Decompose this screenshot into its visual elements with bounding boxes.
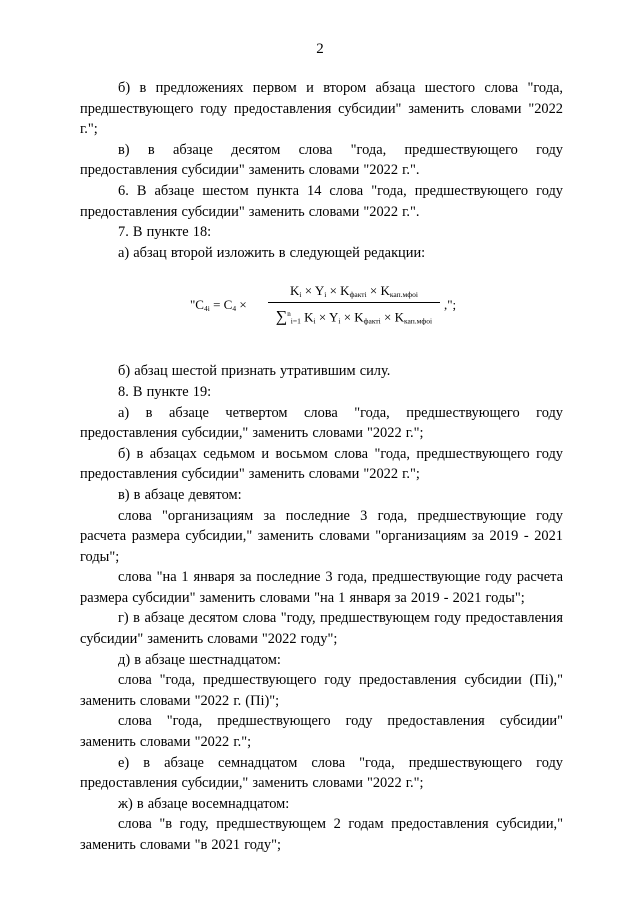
formula-subscript: i=1 xyxy=(290,316,301,326)
formula-text: × K xyxy=(380,309,405,325)
fraction-bar xyxy=(268,302,440,303)
formula-denominator xyxy=(268,304,440,324)
formula-text: "С xyxy=(190,297,204,313)
formula-subscript: кап.мфоi xyxy=(404,316,433,326)
formula-fraction xyxy=(268,281,440,324)
formula-subscript: i xyxy=(299,290,302,300)
paragraph: б) в предложениях первом и втором абзаца шестого слова "года, предшествующего году предоставления субсидии" заменить словами "2022 г."; xyxy=(80,80,563,138)
formula-text: K xyxy=(290,283,300,299)
formula-text: × K xyxy=(340,309,364,325)
paragraph: в) в абзаце десятом слова "года, предшествующего году предоставления субсидии" заменить словами "2022 г.". xyxy=(80,141,563,179)
paragraph: д) в абзаце шестнадцатом: xyxy=(118,651,281,668)
formula-text: × K xyxy=(366,283,390,299)
formula-text: × Y xyxy=(301,283,325,299)
formula-text: = С xyxy=(209,297,233,313)
sum-symbol: ∑ xyxy=(275,308,288,326)
paragraph: слова "на 1 января за последние 3 года, предшествующие году расчета размера субсидии" заменить словами "на 1 января за 2019 - 2021 годы"; xyxy=(80,569,563,606)
paragraph: 6. В абзаце шестом пункта 14 слова "года, предшествующего году предоставления субсидии" заменить словами "2022 г.". xyxy=(80,182,563,220)
paragraph: а) в абзаце четвертом слова "года, предшествующего году предоставления субсидии," заменить словами "2022 г."; xyxy=(80,404,563,442)
formula-subscript: 4i xyxy=(203,304,210,314)
formula-superscript: n xyxy=(287,310,291,319)
paragraph: б) абзац шестой признать утратившим силу. xyxy=(118,363,391,380)
formula-subscript: фактi xyxy=(363,316,381,326)
page-number: 2 xyxy=(316,41,324,57)
formula-tail: ,"; xyxy=(444,297,457,313)
formula-subscript: кап.мфоi xyxy=(389,290,418,300)
paragraph: слова "года, предшествующего году предоставления субсидии" заменить словами "2022 г."; xyxy=(80,713,563,751)
paragraph: 8. В пункте 19: xyxy=(118,383,212,400)
paragraph: г) в абзаце десятом слова "году, предшествующем году предоставления субсидии" заменить словами "2022 году"; xyxy=(80,610,563,648)
paragraph: а) абзац второй изложить в следующей редакции: xyxy=(118,244,426,261)
formula-text: K xyxy=(304,309,314,325)
formula xyxy=(80,281,563,335)
paragraph: б) в абзацах седьмом и восьмом слова "года, предшествующего году предоставления субсидии" заменить словами "2022 г."; xyxy=(80,445,563,483)
paragraph: 7. В пункте 18: xyxy=(118,224,212,241)
formula-text: × Y xyxy=(315,309,339,325)
paragraph: слова "в году, предшествующем 2 годам предоставления субсидии," заменить словами "в 2021 году"; xyxy=(80,816,563,853)
formula-lhs xyxy=(190,297,247,313)
formula-numerator xyxy=(268,281,440,301)
formula-text: × xyxy=(236,297,247,313)
formula-subscript: i xyxy=(324,290,327,300)
document-body xyxy=(80,78,563,856)
paragraph: в) в абзаце девятом: xyxy=(118,486,242,503)
paragraph: слова "организациям за последние 3 года, предшествующие году расчета размера субсидии," заменить словами "организациям за 2019 - 2021 годы"; xyxy=(80,507,563,565)
formula-subscript: i xyxy=(313,316,316,326)
formula-subscript: 4 xyxy=(232,304,237,314)
formula-subscript: фактi xyxy=(349,290,367,300)
formula-subscript: i xyxy=(338,316,341,326)
paragraph: ж) в абзаце восемнадцатом: xyxy=(118,795,290,812)
paragraph: слова "года, предшествующего году предоставления субсидии (Пi)," заменить словами "2022 г. (Пi)"; xyxy=(80,672,563,709)
formula-text: × K xyxy=(326,283,350,299)
paragraph: е) в абзаце семнадцатом слова "года, предшествующего году предоставления субсидии," заменить словами "2022 г."; xyxy=(80,754,563,792)
